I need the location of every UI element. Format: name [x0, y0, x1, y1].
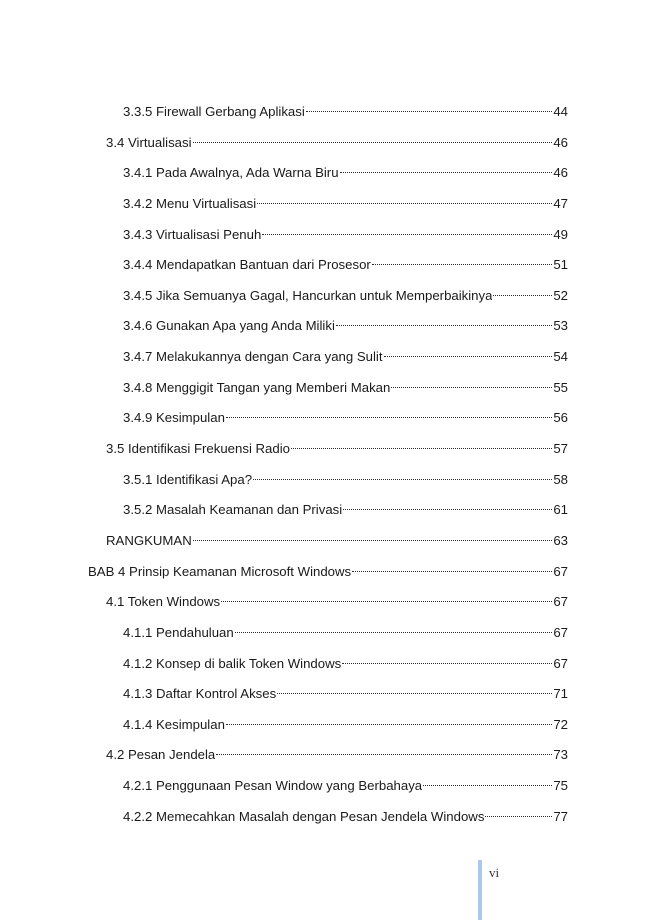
toc-dot-leader [221, 600, 552, 602]
toc-dot-leader [257, 202, 552, 204]
toc-entry-title: 3.4.6 Gunakan Apa yang Anda Miliki [123, 318, 335, 334]
toc-entry-page: 57 [553, 441, 568, 457]
toc-entry[interactable] [0, 285, 650, 316]
toc-entry-page: 58 [553, 471, 568, 487]
toc-dot-leader [216, 753, 552, 755]
toc-entry[interactable] [0, 622, 650, 653]
toc-entry-page: 53 [553, 318, 568, 334]
toc-dot-leader [485, 815, 552, 817]
toc-dot-leader [193, 141, 553, 143]
toc-entry-title: 3.5.1 Identifikasi Apa? [123, 471, 253, 487]
toc-entry-page: 67 [553, 624, 568, 640]
toc-entry[interactable] [0, 438, 650, 469]
toc-entry-page: 46 [553, 165, 568, 181]
toc-entry-title: 3.4.4 Mendapatkan Bantuan dari Prosesor [123, 257, 371, 273]
toc-entry-title: 3.5 Identifikasi Frekuensi Radio [106, 441, 290, 457]
toc-entry[interactable] [0, 315, 650, 346]
toc-dot-leader [253, 478, 552, 480]
toc-dot-leader [277, 692, 552, 694]
toc-entry-page: 73 [553, 747, 568, 763]
toc-entry[interactable] [0, 683, 650, 714]
toc-entry[interactable] [0, 653, 650, 684]
table-of-contents [0, 101, 650, 836]
toc-entry-title: 4.1.1 Pendahuluan [123, 624, 234, 640]
toc-entry[interactable] [0, 591, 650, 622]
toc-dot-leader [423, 784, 552, 786]
toc-entry[interactable] [0, 346, 650, 377]
toc-entry-title: 3.4.9 Kesimpulan [123, 410, 225, 426]
toc-dot-leader [336, 324, 552, 326]
toc-dot-leader [342, 662, 552, 664]
toc-entry[interactable] [0, 377, 650, 408]
toc-entry[interactable] [0, 407, 650, 438]
toc-entry-page: 67 [553, 655, 568, 671]
toc-entry-page: 75 [553, 778, 568, 794]
toc-entry[interactable] [0, 775, 650, 806]
toc-entry-title: 4.2 Pesan Jendela [106, 747, 216, 763]
toc-entry-title: 4.1.2 Konsep di balik Token Windows [123, 655, 342, 671]
toc-entry-title: 3.4.8 Menggigit Tangan yang Memberi Makan [123, 379, 391, 395]
toc-entry-title: 4.2.2 Memecahkan Masalah dengan Pesan Jendela Windows [123, 808, 485, 824]
toc-dot-leader [493, 294, 552, 296]
toc-entry-page: 46 [553, 134, 568, 150]
toc-entry-title: RANGKUMAN [106, 532, 192, 548]
toc-entry[interactable] [0, 714, 650, 745]
footer-accent-bar [478, 860, 482, 920]
toc-entry[interactable] [0, 132, 650, 163]
toc-entry-title: 3.4 Virtualisasi [106, 134, 192, 150]
toc-entry-title: 3.4.5 Jika Semuanya Gagal, Hancurkan untuk Memperbaikinya [123, 287, 493, 303]
toc-entry[interactable] [0, 224, 650, 255]
toc-dot-leader [352, 570, 552, 572]
toc-entry-title: 4.1.3 Daftar Kontrol Akses [123, 686, 277, 702]
toc-entry-page: 67 [553, 594, 568, 610]
toc-entry-title: 3.5.2 Masalah Keamanan dan Privasi [123, 502, 343, 518]
toc-dot-leader [291, 447, 552, 449]
toc-entry-title: 4.1.4 Kesimpulan [123, 716, 225, 732]
toc-dot-leader [235, 631, 553, 633]
toc-entry-page: 71 [553, 686, 568, 702]
toc-entry[interactable] [0, 469, 650, 500]
toc-dot-leader [343, 508, 552, 510]
toc-entry-page: 51 [553, 257, 568, 273]
toc-entry[interactable] [0, 254, 650, 285]
toc-entry-title: 3.4.7 Melakukannya dengan Cara yang Sulit [123, 349, 383, 365]
toc-dot-leader [226, 416, 552, 418]
toc-dot-leader [226, 723, 552, 725]
page-number: vi [489, 865, 500, 880]
toc-entry-page: 67 [553, 563, 568, 579]
toc-entry-page: 52 [553, 287, 568, 303]
toc-entry-page: 63 [553, 532, 568, 548]
toc-entry-page: 61 [553, 502, 568, 518]
toc-entry-title: 4.1 Token Windows [106, 594, 221, 610]
toc-dot-leader [372, 263, 553, 265]
toc-entry[interactable] [0, 530, 650, 561]
toc-entry[interactable] [0, 101, 650, 132]
toc-entry-title: 3.4.3 Virtualisasi Penuh [123, 226, 262, 242]
toc-entry[interactable] [0, 499, 650, 530]
toc-entry-title: 3.3.5 Firewall Gerbang Aplikasi [123, 104, 305, 119]
toc-entry-page: 54 [553, 349, 568, 365]
toc-entry[interactable] [0, 744, 650, 775]
toc-entry-title: BAB 4 Prinsip Keamanan Microsoft Windows [88, 563, 352, 579]
toc-entry-page: 47 [553, 195, 568, 211]
toc-entry-page: 44 [553, 104, 568, 119]
toc-entry[interactable] [0, 162, 650, 193]
toc-entry[interactable] [0, 561, 650, 592]
toc-dot-leader [306, 110, 553, 112]
toc-entry-title: 4.2.1 Penggunaan Pesan Window yang Berbahaya [123, 778, 423, 794]
toc-entry-page: 55 [553, 379, 568, 395]
toc-dot-leader [262, 233, 552, 235]
toc-dot-leader [193, 539, 553, 541]
toc-entry[interactable] [0, 806, 650, 837]
toc-dot-leader [340, 171, 553, 173]
toc-entry-page: 56 [553, 410, 568, 426]
toc-dot-leader [391, 386, 552, 388]
toc-entry-page: 49 [553, 226, 568, 242]
toc-entry-page: 77 [553, 808, 568, 824]
toc-entry-title: 3.4.1 Pada Awalnya, Ada Warna Biru [123, 165, 339, 181]
toc-entry-title: 3.4.2 Menu Virtualisasi [123, 195, 257, 211]
toc-entry[interactable] [0, 193, 650, 224]
toc-entry-page: 72 [553, 716, 568, 732]
toc-dot-leader [384, 355, 553, 357]
